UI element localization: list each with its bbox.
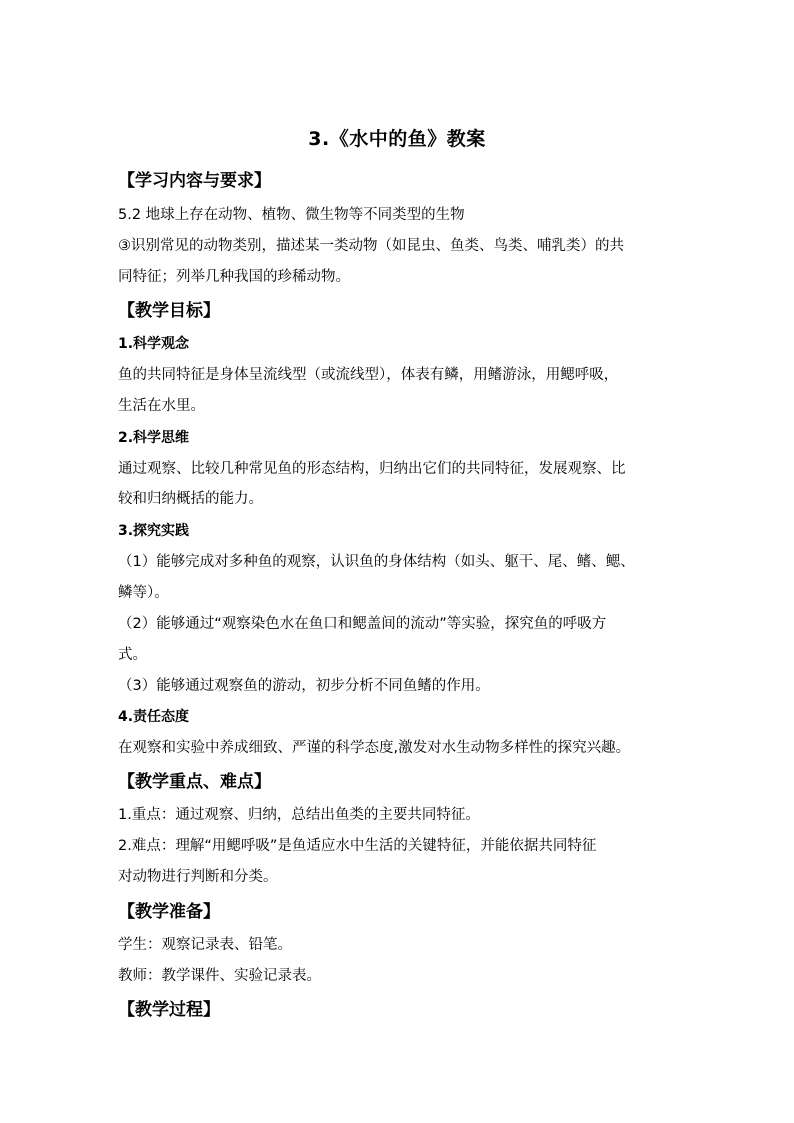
goal-line: （1）能够完成对多种鱼的观察，认识鱼的身体结构（如头、躯干、尾、鳍、鳃、 xyxy=(118,554,635,570)
section-heading-keypoints: 【教学重点、难点】 xyxy=(118,772,271,792)
prep-line: 教师：教学课件、实验记录表。 xyxy=(118,968,321,984)
keypoint-line: 2.难点：理解“用鳃呼吸”是鱼适应水中生活的关键特征，并能依据共同特征 xyxy=(118,838,597,854)
section-heading-process: 【教学过程】 xyxy=(118,1000,220,1020)
goal-line: （3）能够通过观察鱼的游动，初步分析不同鱼鳍的作用。 xyxy=(118,678,490,694)
keypoint-line: 1.重点：通过观察、归纳，总结出鱼类的主要共同特征。 xyxy=(118,807,480,823)
section-heading-content: 【学习内容与要求】 xyxy=(118,171,271,191)
content-line: ③识别常见的动物类别，描述某一类动物（如昆虫、鱼类、鸟类、哺乳类）的共 xyxy=(118,238,624,254)
goal-title-concept: 1.科学观念 xyxy=(118,336,190,352)
prep-line: 学生：观察记录表、铅笔。 xyxy=(118,937,292,953)
goal-line: 生活在水里。 xyxy=(118,398,205,414)
content-line: 同特征；列举几种我国的珍稀动物。 xyxy=(118,269,350,285)
goal-title-thinking: 2.科学思维 xyxy=(118,430,190,446)
section-heading-goals: 【教学目标】 xyxy=(118,301,220,321)
goal-line: 鱼的共同特征是身体呈流线型（或流线型），体表有鳞，用鳍游泳，用鳃呼吸， xyxy=(118,367,619,383)
goal-line: 通过观察、比较几种常见鱼的形态结构，归纳出它们的共同特征，发展观察、比 xyxy=(118,461,626,477)
goal-line: （2）能够通过“观察染色水在鱼口和鳃盖间的流动”等实验，探究鱼的呼吸方 xyxy=(118,616,607,632)
goal-line: 式。 xyxy=(118,647,147,663)
content-line: 5.2 地球上存在动物、植物、微生物等不同类型的生物 xyxy=(118,207,465,223)
goal-title-attitude: 4.责任态度 xyxy=(118,709,190,725)
goal-line: 较和归纳概括的能力。 xyxy=(118,491,263,507)
goal-title-practice: 3.探究实践 xyxy=(118,523,190,539)
document-title: 3.《水中的鱼》教案 xyxy=(308,128,486,150)
section-heading-prep: 【教学准备】 xyxy=(118,902,220,922)
keypoint-line: 对动物进行判断和分类。 xyxy=(118,869,278,885)
goal-line: 在观察和实验中养成细致、严谨的科学态度,激发对水生动物多样性的探究兴趣。 xyxy=(118,740,631,756)
goal-line: 鳞等）。 xyxy=(118,585,169,601)
